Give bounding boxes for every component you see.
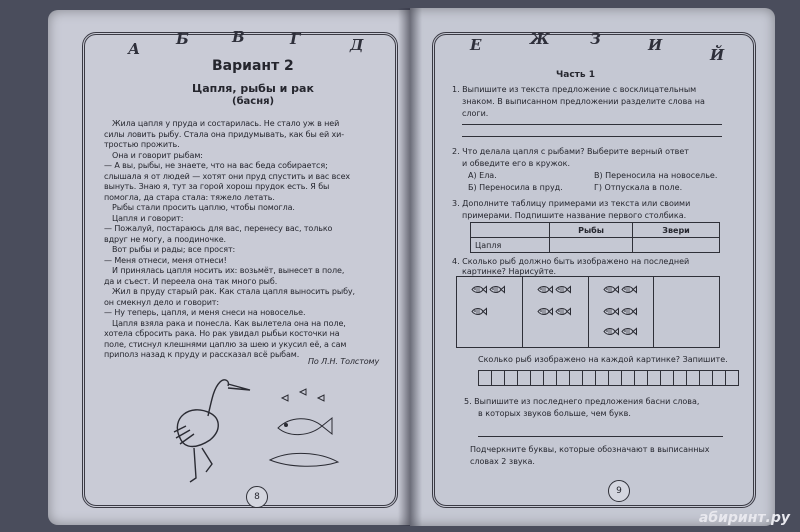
answer-grid-cell[interactable] — [699, 370, 713, 386]
story-line: поле, стиснул клешнями цаплю за шею и укусил её, а сам — [104, 339, 347, 349]
answer-grid-cell[interactable] — [686, 370, 700, 386]
question-5-subtask: словах 2 звука. — [470, 457, 535, 466]
story-author: По Л.Н. Толстому — [308, 357, 380, 366]
table-row-label: Цапля — [471, 238, 550, 253]
question-4-line: 4. Сколько рыб должно быть изображено на последней — [452, 257, 690, 266]
fish-icon — [537, 307, 553, 316]
table-header-empty[interactable] — [471, 223, 550, 238]
fish-icon — [621, 307, 637, 316]
story-line: И принялась цапля носить их: возьмёт, вынесет в поле, — [112, 266, 345, 275]
fish-icon — [489, 285, 505, 294]
story-line: вдруг не могу, а поодиночке. — [104, 234, 226, 244]
fish-picture-3 — [589, 277, 655, 347]
table-header-animals: Звери — [633, 223, 720, 238]
answer-option[interactable]: А) Ела. — [468, 171, 497, 180]
answer-option[interactable]: В) Переносила на новоселье. — [594, 171, 718, 180]
story-line: — А вы, рыбы, не знаете, что на вас беда собирается; — [104, 161, 328, 170]
answer-grid-cell[interactable] — [647, 370, 661, 386]
story-line: Рыбы стали просить цаплю, чтобы помогла. — [112, 203, 295, 212]
story-line: — Пожалуй, постараюсь для вас, перенесу вас, только — [104, 224, 333, 233]
answer-grid-cell[interactable] — [725, 370, 739, 386]
fish-icon — [471, 285, 487, 294]
border-letter: Е — [470, 36, 482, 54]
border-letter: А — [128, 40, 141, 58]
answer-line[interactable] — [462, 124, 722, 125]
table-header-fish: Рыбы — [550, 223, 633, 238]
answer-grid[interactable] — [478, 370, 738, 386]
border-letter: И — [648, 36, 663, 54]
right-page-number: 9 — [608, 480, 630, 502]
answer-grid-cell[interactable] — [556, 370, 570, 386]
answer-grid-cell[interactable] — [517, 370, 531, 386]
fish-picture-2 — [523, 277, 589, 347]
answer-grid-cell[interactable] — [660, 370, 674, 386]
part-heading: Часть 1 — [556, 70, 595, 80]
story-line: вынуть. Знаю я, тут за горой хорош прудок есть. Я бы — [104, 182, 330, 191]
story-line: хотела сбросить рака. Но рак увидал рыбьи косточки на — [104, 329, 340, 338]
story-line: Она и говорит рыбам: — [112, 150, 203, 160]
answer-grid-cell[interactable] — [569, 370, 583, 386]
question-5-line: в которых звуков больше, чем букв. — [478, 409, 631, 418]
answer-line[interactable] — [462, 136, 722, 137]
answer-grid-cell[interactable] — [582, 370, 596, 386]
border-letter: Б — [176, 30, 189, 48]
story-line: он смекнул дело и говорит: — [104, 297, 219, 307]
answer-grid-cell[interactable] — [595, 370, 609, 386]
fish-icon — [603, 285, 619, 294]
answer-grid-cell[interactable] — [712, 370, 726, 386]
border-letter: Ж — [530, 30, 550, 48]
question-1-line: 1. Выпишите из текста предложение с восклицательным — [452, 85, 697, 94]
examples-table — [470, 222, 720, 253]
fish-picture-1 — [457, 277, 523, 347]
question-4-subtask: Сколько рыб изображено на каждой картинке? Запишите. — [478, 355, 728, 364]
answer-grid-cell[interactable] — [543, 370, 557, 386]
border-letter: В — [232, 28, 245, 46]
story-line: Цапля и говорит: — [112, 213, 184, 223]
story-line: — Меня отнеси, меня отнеси! — [104, 255, 227, 265]
fish-pictures — [456, 276, 720, 348]
story-genre: (басня) — [232, 96, 275, 107]
story-line: да и съест. И переела она так много рыб. — [104, 276, 278, 286]
story-line: Жил в пруду старый рак. Как стала цапля выносить рыбу, — [112, 287, 355, 296]
border-letter: Г — [290, 30, 301, 48]
fish-icon — [603, 327, 619, 336]
question-5-subtask: Подчеркните буквы, которые обозначают в выписанных — [470, 445, 710, 454]
table-cell[interactable] — [550, 238, 633, 253]
question-1-line: слоги. — [462, 109, 489, 118]
story-line: Вот рыбы и рады; все просят: — [112, 245, 236, 254]
answer-option[interactable]: Г) Отпускала в поле. — [594, 183, 683, 192]
answer-grid-cell[interactable] — [530, 370, 544, 386]
fish-icon — [621, 285, 637, 294]
answer-line[interactable] — [478, 436, 723, 437]
question-3-line: 3. Дополните таблицу примерами из текста или своими — [452, 199, 691, 208]
story-line: — Ну теперь, цапля, и меня снеси на новоселье. — [104, 308, 306, 317]
border-letter: Й — [710, 46, 725, 64]
question-5-line: 5. Выпишите из последнего предложения басни слова, — [464, 397, 700, 406]
story-line: тростью прожить. — [104, 140, 180, 149]
question-2-line: и обведите его в кружок. — [462, 159, 571, 168]
question-4-line: картинке? Нарисуйте. — [462, 267, 557, 276]
watermark-logo: абиринт.ру — [698, 510, 790, 526]
fish-picture-4-blank[interactable] — [654, 277, 719, 347]
left-page-number: 8 — [246, 486, 268, 508]
story-line: приполз назад к пруду и рассказал всё рыбам. — [104, 350, 300, 359]
answer-grid-cell[interactable] — [634, 370, 648, 386]
border-letter: З — [590, 30, 601, 48]
fish-icon — [621, 327, 637, 336]
question-2-line: 2. Что делала цапля с рыбами? Выберите верный ответ — [452, 147, 689, 156]
heron-illustration — [150, 368, 350, 488]
story-line: Цапля взяла рака и понесла. Как вылетела она на поле, — [112, 318, 346, 328]
answer-grid-cell[interactable] — [504, 370, 518, 386]
answer-option[interactable]: Б) Переносила в пруд. — [468, 183, 563, 192]
variant-heading: Вариант 2 — [212, 58, 294, 74]
question-1-line: знаком. В выписанном предложении разделите слова на — [462, 97, 705, 106]
answer-grid-cell[interactable] — [608, 370, 622, 386]
question-3-line: примерами. Подпишите название первого столбика. — [462, 211, 687, 220]
story-line: слышала я от людей — хотят они пруд спустить и вас всех — [104, 171, 351, 181]
answer-grid-cell[interactable] — [491, 370, 505, 386]
fish-icon — [471, 307, 487, 316]
story-line: Жила цапля у пруда и состарилась. Не стало уж в ней — [112, 119, 340, 128]
story-line: силы ловить рыбу. Стала она придумывать, как бы ей хи- — [104, 129, 345, 139]
answer-grid-cell[interactable] — [478, 370, 492, 386]
answer-grid-cell[interactable] — [673, 370, 687, 386]
border-letter: Д — [350, 36, 364, 54]
book-gutter — [398, 8, 422, 526]
story-title: Цапля, рыбы и рак — [192, 82, 314, 95]
fish-icon — [603, 307, 619, 316]
fish-icon — [537, 285, 553, 294]
answer-grid-cell[interactable] — [621, 370, 635, 386]
fish-icon — [555, 307, 571, 316]
table-cell[interactable] — [633, 238, 720, 253]
story-line: помогла, да стара стала: тяжело летать. — [104, 192, 275, 202]
fish-icon — [555, 285, 571, 294]
